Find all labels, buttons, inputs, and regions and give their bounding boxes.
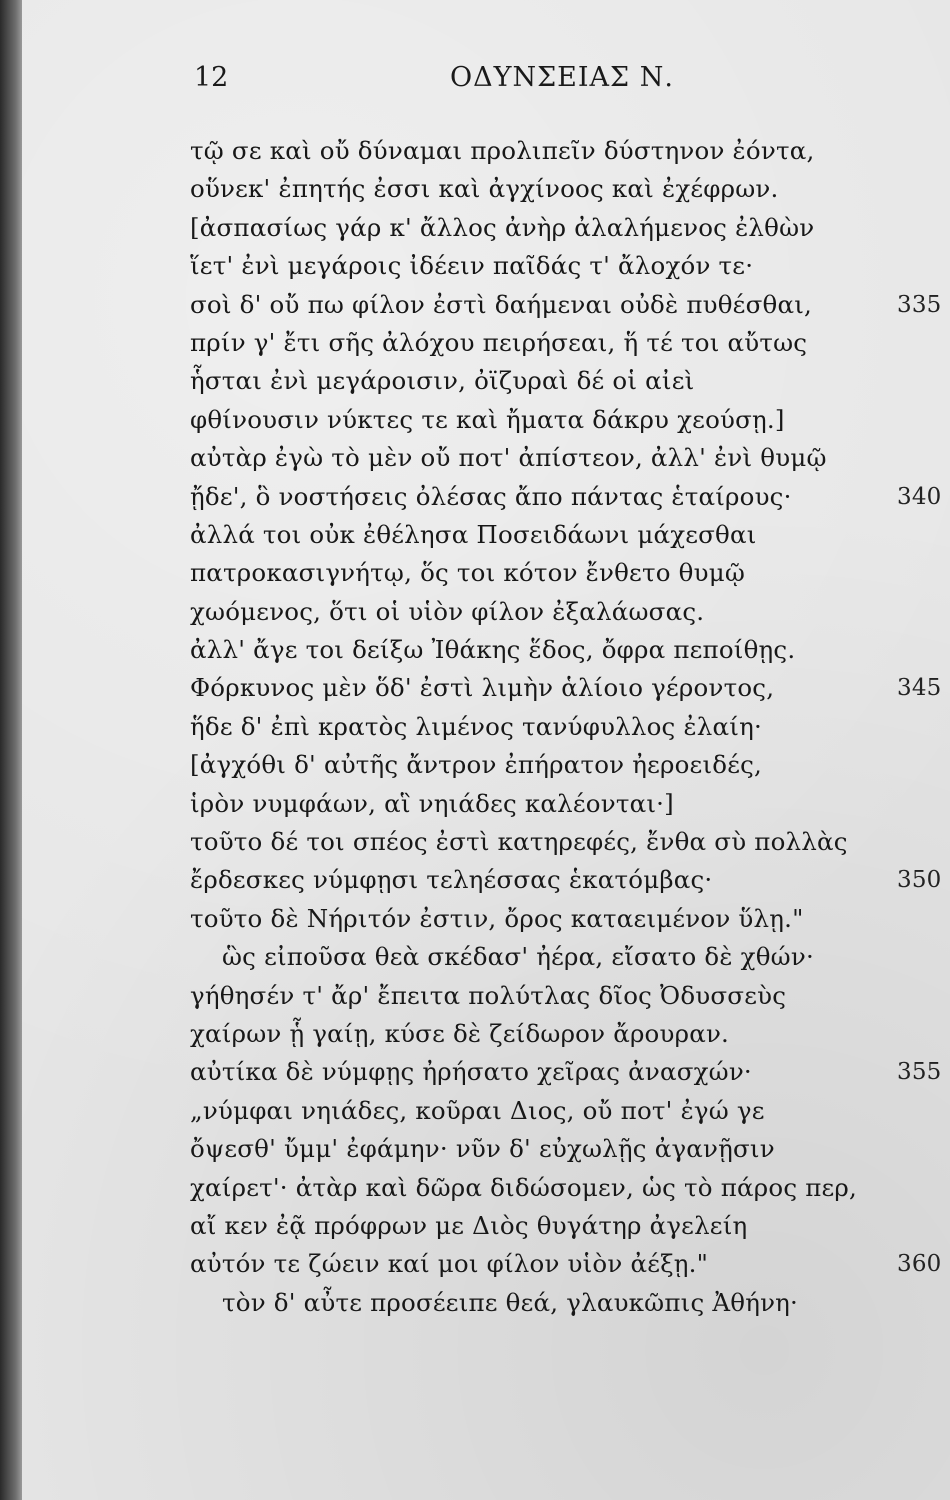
verse-text: Φόρκυνος μὲν ὅδ' ἐστὶ λιμὴν ἁλίοιο γέροντος, — [190, 673, 775, 703]
verse-line — [190, 593, 890, 631]
verse-text: πατροκασιγνήτῳ, ὅς τοι κότον ἔνθετο θυμῷ — [190, 558, 745, 588]
verse-text: ἀλλ' ἄγε τοι δείξω Ἰθάκης ἕδος, ὄφρα πεποίθῃς. — [190, 635, 796, 665]
verse-line — [190, 1245, 942, 1283]
verse-text: αὐτόν τε ζώειν καί μοι φίλον υἱὸν ἀέξῃ." — [190, 1249, 709, 1279]
verse-text: τῷ σε καὶ οὔ δύναμαι προλιπεῖν δύστηνον ἐόντα, — [190, 136, 815, 165]
verse-text: ἥδε δ' ἐπὶ κρατὸς λιμένος τανύφυλλος ἐλαίη· — [190, 711, 762, 741]
verse-line — [190, 170, 890, 208]
verse-number: 345 — [897, 675, 942, 702]
verse-text: χαίρετ'· ἀτὰρ καὶ δῶρα διδώσομεν, ὡς τὸ πάρος περ, — [190, 1172, 858, 1202]
verse-text: γήθησέν τ' ἄρ' ἔπειτα πολύτλας δῖος Ὀδυσσεὺς — [190, 980, 787, 1010]
verse-text-block — [190, 132, 942, 1322]
verse-number: 340 — [897, 483, 942, 510]
verse-number: 355 — [897, 1059, 942, 1086]
verse-number: 350 — [897, 867, 942, 894]
verse-text: αἴ κεν ἐᾷ πρόφρων με Διὸς θυγάτηρ ἀγελείη — [190, 1210, 748, 1240]
verse-text: σοὶ δ' οὔ πω φίλον ἐστὶ δαήμεναι οὐδὲ πυθέσθαι, — [190, 289, 812, 319]
verse-text: πρίν γ' ἔτι σῆς ἀλόχου πειρήσεαι, ἥ τέ τοι αὔτως — [190, 327, 808, 357]
verse-text: „νύμφαι νηιάδες, κοῦραι Διος, οὔ ποτ' ἐγώ γε — [190, 1095, 765, 1125]
verse-line — [190, 324, 890, 362]
verse-line — [190, 785, 890, 823]
verse-line — [190, 478, 942, 516]
verse-number: 335 — [897, 291, 942, 318]
verse-text: [ἀγχόθι δ' αὐτῆς ἄντρον ἐπήρατον ἠεροειδές, — [190, 750, 763, 780]
verse-line — [190, 1015, 890, 1053]
verse-text: χωόμενος, ὅτι οἱ υἱὸν φίλον ἐξαλάωσας. — [190, 596, 705, 626]
verse-text: ἧσται ἐνὶ μεγάροισιν, ὀϊζυραὶ δέ οἱ αἰεὶ — [190, 366, 695, 396]
verse-text: ἔρδεσκες νύμφῃσι τεληέσσας ἑκατόμβας· — [190, 865, 713, 895]
book-spine-shadow — [0, 0, 22, 1500]
verse-line — [190, 861, 942, 899]
verse-line — [190, 1284, 890, 1322]
book-page — [22, 0, 950, 1500]
verse-text: ἵετ' ἐνὶ μεγάροις ἰδέειν παῖδάς τ' ἄλοχόν τε· — [190, 251, 754, 281]
verse-line — [190, 823, 890, 861]
verse-text: χαίρων ᾗ γαίῃ, κύσε δὲ ζείδωρον ἄρουραν. — [190, 1018, 730, 1048]
verse-line — [190, 1207, 890, 1245]
verse-line — [190, 977, 890, 1015]
verse-text: ὄψεσθ' ὔμμ' ἐφάμην· νῦν δ' εὐχωλῇς ἀγανῇσιν — [190, 1134, 775, 1164]
verse-line — [190, 286, 942, 324]
verse-text: ὣς εἰποῦσα θεὰ σκέδασ' ἠέρα, εἴσατο δὲ χθών· — [222, 942, 814, 972]
verse-text: ἱρὸν νυμφάων, αἳ νηιάδες καλέονται·] — [190, 788, 674, 818]
verse-text: αὐτὰρ ἐγὼ τὸ μὲν οὔ ποτ' ἀπίστεον, ἀλλ' ἐνὶ θυμῷ — [190, 443, 827, 473]
verse-text: φθίνουσιν νύκτες τε καὶ ἤματα δάκρυ χεούσῃ.] — [190, 404, 785, 434]
verse-text: [ἀσπασίως γάρ κ' ἄλλος ἀνὴρ ἀλαλήμενος ἐλθὼν — [190, 212, 815, 242]
verse-line — [190, 938, 890, 976]
verse-line — [190, 900, 890, 938]
verse-text: τοῦτο δέ τοι σπέος ἐστὶ κατηρεφές, ἔνθα σὺ πολλὰς — [190, 827, 848, 857]
verse-line — [190, 669, 942, 707]
verse-text: ᾔδε', ὃ νοστήσεις ὀλέσας ἄπο πάντας ἑταίρους· — [190, 481, 792, 511]
verse-number: 360 — [897, 1251, 942, 1278]
verse-line — [190, 439, 890, 477]
verse-text: τοῦτο δὲ Νήριτόν ἐστιν, ὄρος καταειμένον ὕλῃ." — [190, 903, 804, 933]
verse-line — [190, 209, 890, 247]
verse-line — [190, 401, 890, 439]
verse-text: τὸν δ' αὖτε προσέειπε θεά, γλαυκῶπις Ἀθήνη· — [222, 1287, 799, 1317]
verse-text: αὐτίκα δὲ νύμφῃς ἠρήσατο χεῖρας ἀνασχών· — [190, 1057, 752, 1087]
verse-line — [190, 708, 890, 746]
verse-line — [190, 132, 890, 170]
page-number: 12 — [194, 62, 229, 93]
verse-line — [190, 746, 890, 784]
verse-line — [190, 1053, 942, 1091]
page-header — [22, 62, 950, 102]
verse-line — [190, 247, 890, 285]
verse-line — [190, 1169, 890, 1207]
verse-line — [190, 516, 890, 554]
verse-line — [190, 362, 890, 400]
verse-text: οὕνεκ' ἐπητής ἐσσι καὶ ἀγχίνοος καὶ ἐχέφρων. — [190, 174, 779, 204]
running-head: ΟΔΥΝΣΕΙΑΣ Ν. — [450, 62, 674, 93]
verse-line — [190, 1092, 890, 1130]
verse-line — [190, 631, 890, 669]
verse-line — [190, 1130, 890, 1168]
verse-text: ἀλλά τοι οὐκ ἐθέλησα Ποσειδάωνι μάχεσθαι — [190, 519, 757, 549]
verse-line — [190, 554, 890, 592]
